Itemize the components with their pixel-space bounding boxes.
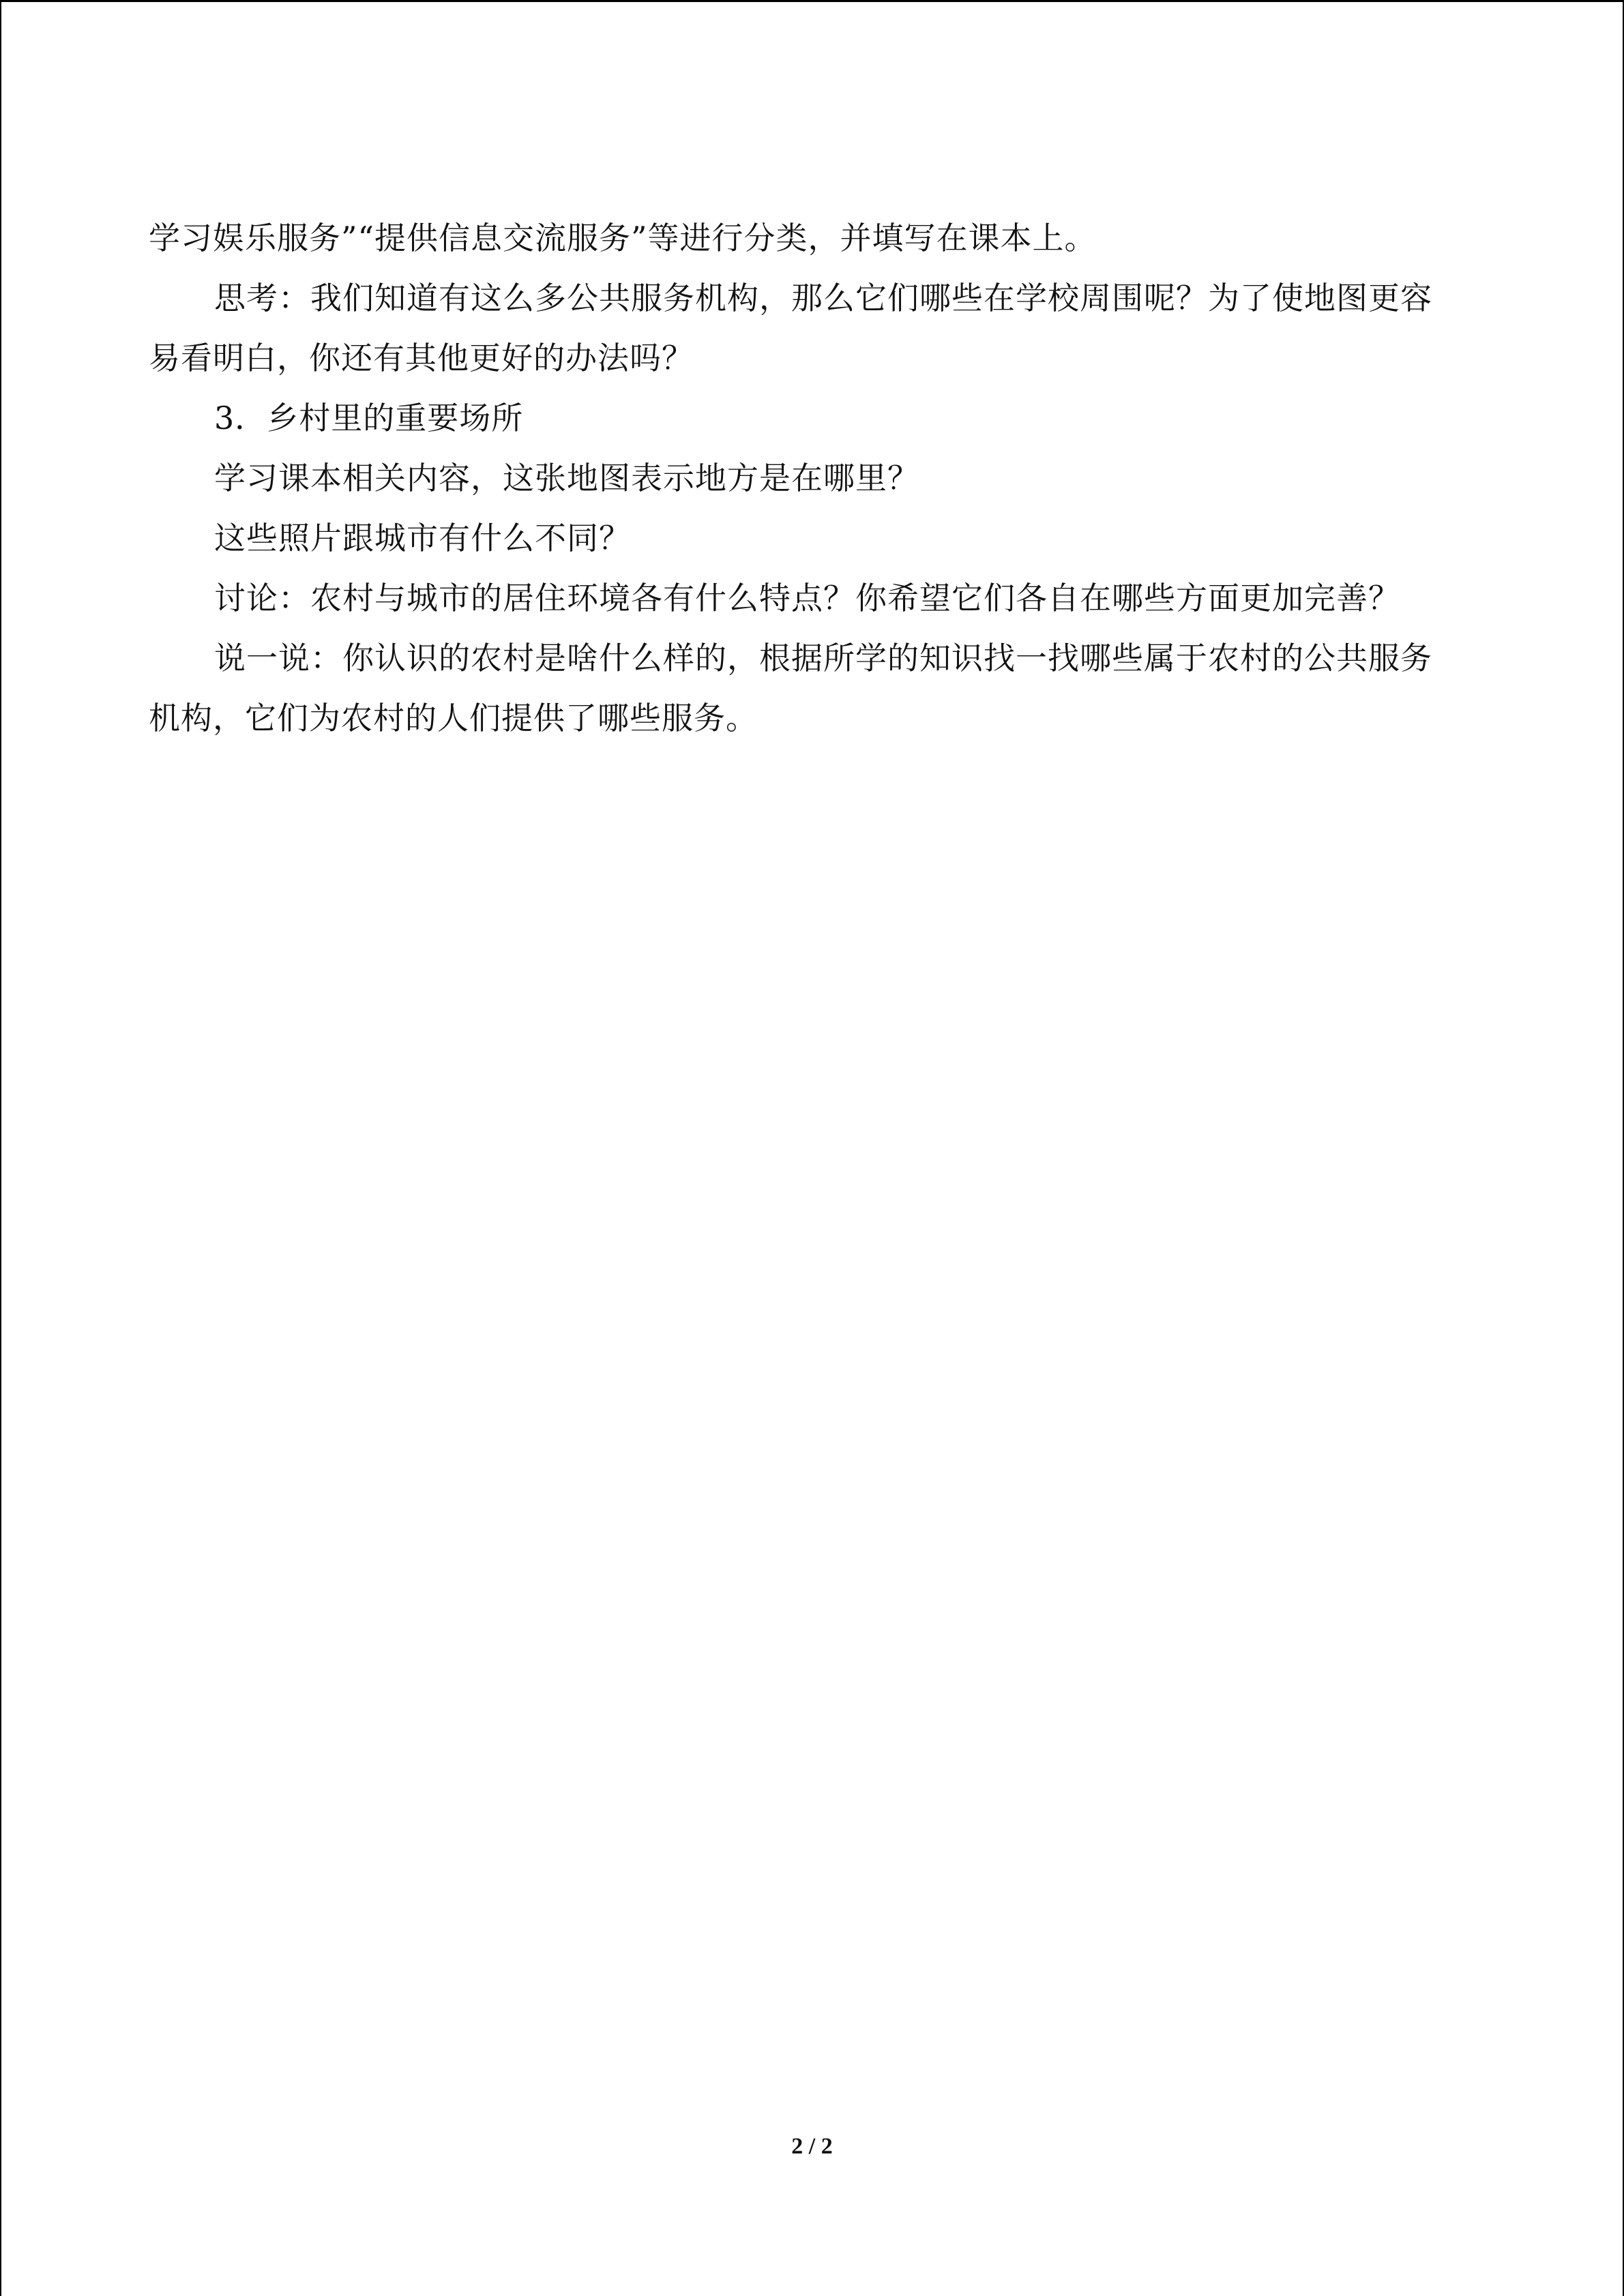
page-number: 2 / 2 xyxy=(791,2134,833,2159)
paragraph-discuss: 讨论：农村与城市的居住环境各有什么特点？你希望它们各自在哪些方面更加完善？ xyxy=(214,580,1400,616)
paragraph-continuation: 学习娱乐服务”“提供信息交流服务”等进行分类，并填写在课本上。 xyxy=(149,220,1097,256)
document-body xyxy=(149,208,1458,748)
paragraph-photos: 这些照片跟城市有什么不同？ xyxy=(214,520,631,556)
paragraph-study-map: 学习课本相关内容，这张地图表示地方是在哪里？ xyxy=(214,460,919,496)
page-left-border xyxy=(0,0,1,2296)
paragraph-think: 思考：我们知道有这么多公共服务机构，那么它们哪些在学校周围呢？为了使地图更容易看明白，你还有其他更好的办法吗？ xyxy=(149,280,1432,376)
paragraph-talk: 说一说：你认识的农村是啥什么样的，根据所学的知识找一找哪些属于农村的公共服务机构，它们为农村的人们提供了哪些服务。 xyxy=(149,640,1432,736)
page-top-border xyxy=(0,0,1624,2)
section-heading-rural-places: 3．乡村里的重要场所 xyxy=(214,400,524,436)
